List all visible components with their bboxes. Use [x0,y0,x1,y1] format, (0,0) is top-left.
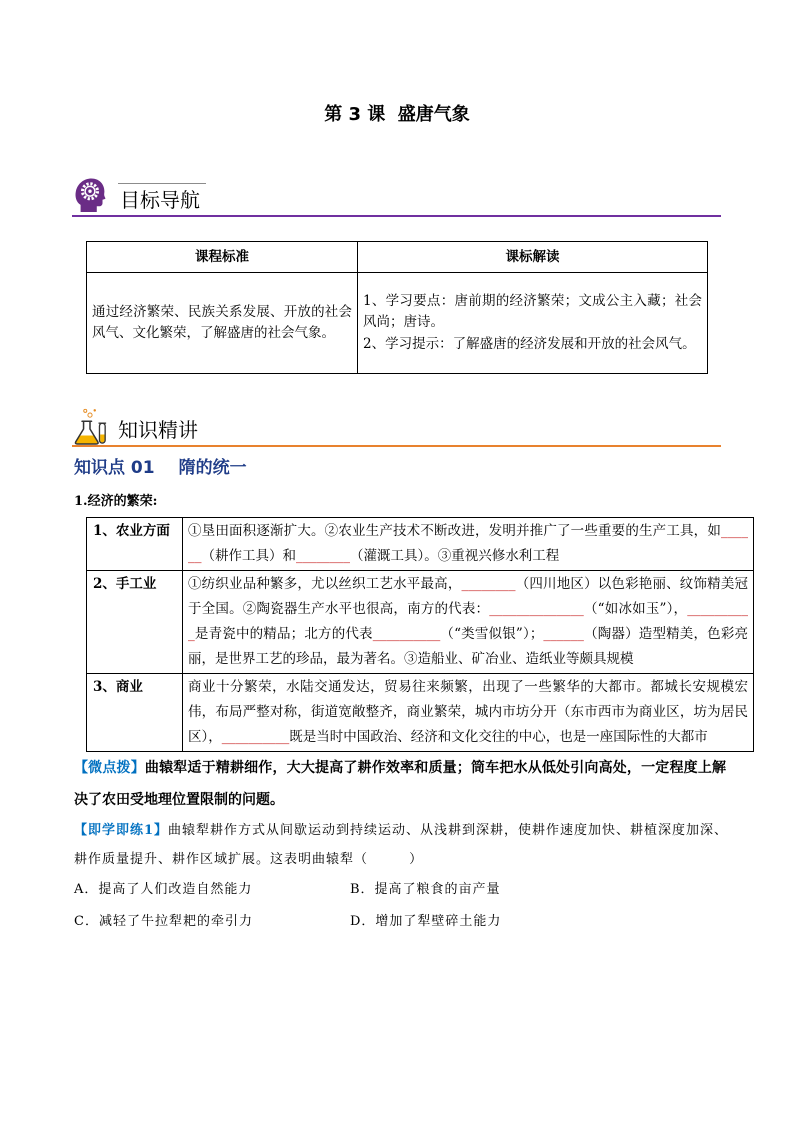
question-text: 曲辕犁耕作方式从间歇运动到持续运动、从浅耕到深耕，使耕作速度加快、耕植深度加深、耕作质量提升、耕作区域扩展。这表明曲辕犁 [74,823,729,867]
practice-tag: 【即学即练1】 [74,823,169,838]
cell-text: ①纺织业品种繁多，尤以丝织工艺水平最高， [188,576,462,592]
page-title: 第 3 课 盛唐气象 [324,104,470,125]
cell-text: （陶器）造型精美，色彩亮丽，是世界工艺的珍品，最为著名。③造船业、矿冶业、造纸业等颇具规模 [188,626,749,667]
flask-icon [72,407,108,445]
table-row-commerce [87,674,754,752]
cell-text: ①垦田面积逐渐扩大。②农业生产技术不断改进，发明并推广了一些重要的生产工具，如 [188,523,721,539]
tube-liquid [100,435,104,443]
goal-section-heading: 目标导航 [120,188,200,212]
knowledge-point-label: 知识点 01 [74,458,155,478]
interpretation-study-tip: 2、学习提示：了解盛唐的经济发展和开放的社会风气。 [363,335,696,352]
row-label: 3、商业 [87,674,183,752]
subheading: 1.经济的繁荣: [74,494,158,509]
cell-text: 是青瓷中的精品；北方的代表 [194,626,373,642]
cell-text: 既是当时中国政治、经济和文化交往的中心，也是一座国际性的大都市 [289,729,708,745]
table-row [87,273,708,374]
option-c: C．减轻了牛拉犁耙的牵引力 [74,914,253,929]
cell-text: 商业十分繁荣，水陆交通发达，贸易往来频繁，出现了一些繁华的大都市。都城长安规模宏伟，布局严整对称，街道宽敞整齐，商业繁荣，城内市坊分开（东市西市为商业区，坊为居民区）， [188,679,748,745]
answer-blank: ________ [461,576,516,592]
answer-blank: ______ [188,523,748,564]
option-a: A．提高了人们改造自然能力 [74,882,253,897]
row-content [183,674,754,752]
table-row-agriculture [87,518,754,571]
interpretation-key-points: 1、学习要点：唐前期的经济繁荣；文成公主入藏；社会风尚；唐诗。 [363,292,702,331]
header-standard-interpretation: 课标解读 [358,242,708,273]
knowledge-point-heading [74,456,794,480]
interpretation-cell [358,273,708,374]
course-standard-cell: 通过经济繁荣、民族关系发展、开放的社会风气、文化繁荣，了解盛唐的社会气象。 [87,273,358,374]
knowledge-section-header [72,405,721,447]
answer-options [74,874,634,938]
cell-text: （“如冰如玉”）， [583,601,688,617]
bubble [88,413,92,417]
option-b: B．提高了粮食的亩产量 [350,882,501,897]
knowledge-section-heading: 知识精讲 [118,418,198,442]
cell-text: （“类雪似银”）； [440,626,544,642]
tip-tag: 【微点拨】 [74,760,145,776]
answer-blank: __________ [221,729,290,745]
row-content [183,518,754,571]
head-gear-icon [74,177,106,213]
answer-blank: ______ [543,626,584,642]
header-course-standard: 课程标准 [87,242,358,273]
tip-text: 曲辕犁适于精耕细作，大大提高了耕作效率和质量；筒车把水从低处引向高处，一定程度上解决了农田受地理位置限制的问题。 [74,760,726,808]
answer-blank: ______________ [489,601,584,617]
cell-text: （灌溉工具）。③重视兴修水利工程 [350,548,560,564]
answer-blank: __________ [372,626,441,642]
cell-text: （四川地区）以色彩艳丽、纹饰精美冠于全国。②陶瓷器生产水平也很高，南方的代表： [188,576,749,617]
row-label: 2、手工业 [87,571,183,674]
bubble [94,409,96,411]
answer-blank: ________ [296,548,350,564]
row-label: 1、农业方面 [87,518,183,571]
goal-section-rule [72,215,721,217]
gear-center [88,190,91,193]
knowledge-point-title: 隋的统一 [178,458,247,478]
goal-section-header [72,176,721,218]
practice-question [74,816,734,874]
row-content [183,571,754,674]
goal-table [86,241,708,374]
header-top-line [118,183,206,184]
table-row-handicraft [87,571,754,674]
answer-blank: __________ [188,601,749,642]
knowledge-section-rule [72,445,721,447]
table-header-row [87,242,708,273]
tip-paragraph [74,752,726,816]
answer-bracket: （ ） [354,852,424,867]
economy-table [86,517,754,752]
option-d: D．增加了犁壁碎土能力 [350,914,502,929]
cell-text: （耕作工具）和 [201,548,296,564]
bubble [84,409,87,412]
